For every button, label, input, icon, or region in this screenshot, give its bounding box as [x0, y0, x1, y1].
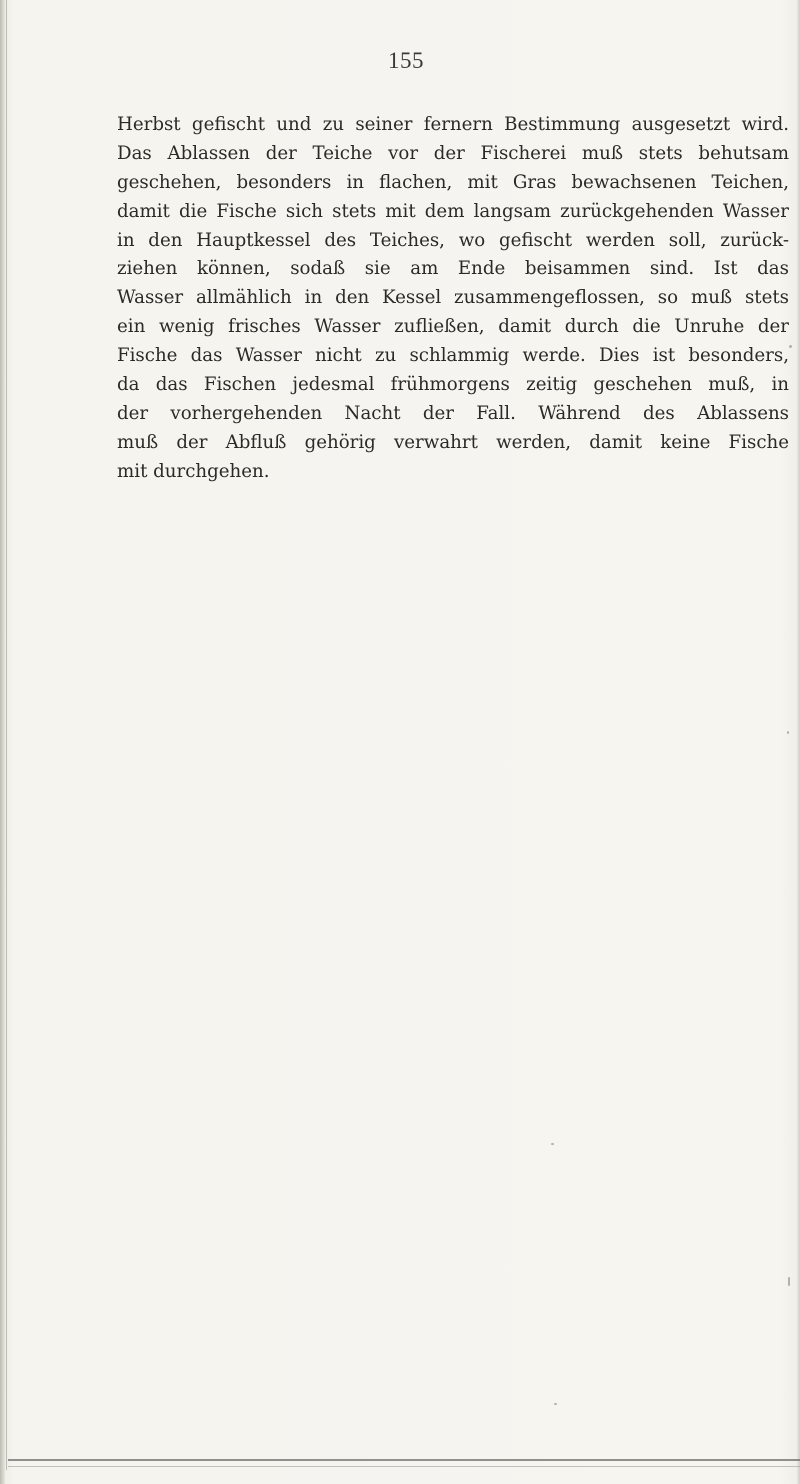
paper-speck [554, 1403, 557, 1405]
text-line: Das Ablassen der Teiche vor der Fischerei muß stets behutsam [117, 142, 789, 164]
page-binding-line [6, 0, 7, 1470]
text-line: Herbst gefischt und zu seiner fernern Bestimmung ausgesetzt wird. [117, 114, 789, 135]
paper-speck [789, 345, 792, 348]
page-left-edge-shadow [0, 0, 5, 1484]
text-line: muß der Abfluß gehörig verwahrt werden, damit keine Fische [117, 431, 789, 453]
paper-speck [787, 731, 789, 734]
text-line: ein wenig frisches Wasser zufließen, damit durch die Unruhe der [117, 316, 789, 338]
page-number: 155 [388, 48, 424, 73]
text-line: geschehen, besonders in flachen, mit Gras bewachsenen Teichen, [117, 171, 789, 193]
paper-speck [551, 1143, 554, 1145]
text-line: Wasser allmählich in den Kessel zusammengeflossen, so muß stets [117, 287, 789, 309]
text-line: damit die Fische sich stets mit dem langsam zurückgehenden Wasser [117, 200, 789, 222]
text-line: da das Fischen jedesmal frühmorgens zeitig geschehen muß, in [117, 374, 789, 396]
page-bottom-rule [8, 1459, 800, 1461]
text-line: der vorhergehenden Nacht der Fall. Während des Ablassens [117, 402, 789, 424]
text-line: in den Hauptkessel des Teiches, wo gefischt werden soll, zurück- [117, 229, 789, 251]
text-line-last: mit durchgehen. [117, 460, 270, 482]
text-line: ziehen können, sodaß sie am Ende beisammen sind. Ist das [117, 258, 789, 280]
body-paragraph [117, 111, 789, 487]
text-line: Fische das Wasser nicht zu schlammig werde. Dies ist besonders, [117, 345, 789, 367]
paper-speck [788, 1277, 790, 1286]
page-bottom-rule-faint [8, 1466, 800, 1467]
